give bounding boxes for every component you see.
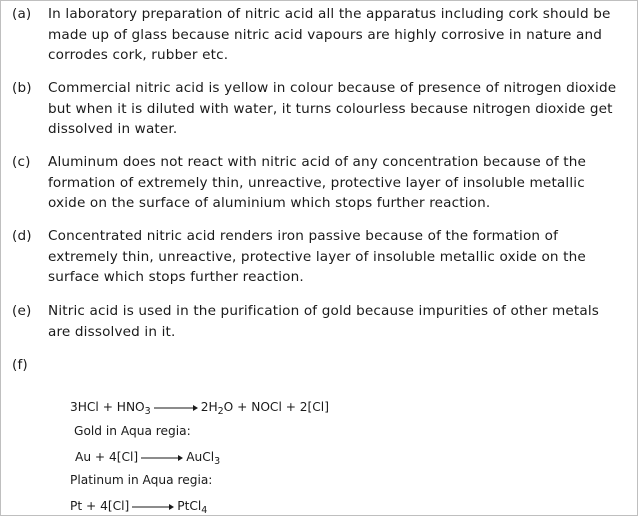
item-text: Concentrated nitric acid renders iron passive because of the formation of extremely thin, unreactive, protective layer of insoluble metallic oxide on the surface which stops further reaction. (48, 228, 586, 285)
item-a (12, 4, 624, 66)
item-e (12, 301, 624, 342)
item-label: (e) (12, 303, 32, 319)
equation-platinum (70, 498, 207, 514)
item-label: (d) (12, 228, 32, 244)
eq3-products: PtCl$_4$ (177, 499, 208, 516)
eq2-products: AuCl$_3$ (186, 450, 221, 467)
reaction-arrow-icon (132, 503, 174, 511)
item-c (12, 152, 624, 214)
gold-caption: Gold in Aqua regia: (74, 424, 191, 438)
equation-nitric-hydrochloric (70, 399, 329, 415)
item-text: In laboratory preparation of nitric acid all the apparatus including cork should be made up of glass because nitric acid vapours are highly corrosive in nature and corrodes cork, rubber etc. (48, 6, 611, 63)
item-d (12, 226, 624, 288)
equation-gold (75, 449, 220, 465)
item-text: Nitric acid is used in the purification of gold because impurities of other metals are dissolved in it. (48, 303, 599, 340)
item-label: (f) (12, 357, 28, 373)
item-b (12, 78, 624, 140)
reaction-arrow-icon (141, 454, 183, 462)
platinum-caption: Platinum in Aqua regia: (70, 473, 213, 487)
reaction-arrow-icon (154, 404, 198, 412)
item-label: (b) (12, 80, 32, 96)
eq2-reactants: Au + 4[Cl] (75, 450, 139, 464)
eq1-products: $2H_2O$ + NOCl + 2[Cl] (200, 400, 329, 417)
item-label: (a) (12, 6, 32, 22)
eq1-reactants: $3HCl + HNO_3$ (70, 400, 151, 417)
item-label: (c) (12, 154, 31, 170)
item-text: Aluminum does not react with nitric acid of any concentration because of the formation of extremely thin, unreactive, protective layer of insoluble metallic oxide on the surface of aluminium which stops further reaction. (48, 154, 586, 211)
eq3-reactants: Pt + 4[Cl] (70, 499, 130, 513)
item-text: Commercial nitric acid is yellow in colour because of presence of nitrogen dioxide but when it is diluted with water, it turns colourless because nitrogen dioxide get dissolved in water. (48, 80, 617, 137)
